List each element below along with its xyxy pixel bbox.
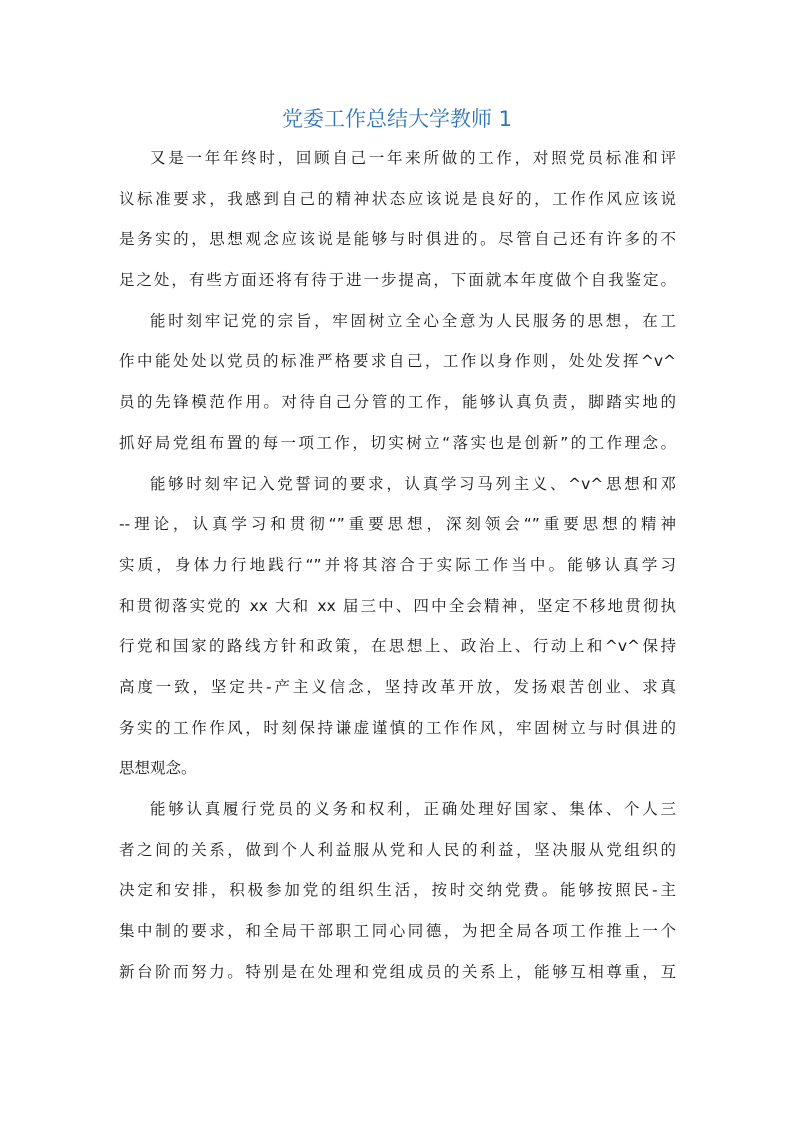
text-line: 能时刻牢记党的宗旨，牢固树立全心全意为人民服务的思想，在工 bbox=[150, 311, 676, 330]
text-line: 者之间的关系，做到个人利益服从党和人民的利益，坚决服从党组织的 bbox=[119, 840, 676, 859]
paragraph bbox=[119, 789, 676, 992]
text-line: 是务实的，思想观念应该说是能够与时俱进的。尽管自己还有许多的不 bbox=[119, 230, 676, 249]
text-line: 议标准要求，我感到自己的精神状态应该说是良好的，工作作风应该说 bbox=[119, 189, 676, 208]
text-line: 员的先锋模范作用。对待自己分管的工作，能够认真负责，脚踏实地的 bbox=[119, 393, 676, 412]
paragraph bbox=[119, 301, 676, 464]
document-title: 党委工作总结大学教师 1 bbox=[281, 107, 513, 131]
text-line: 思想观念。 bbox=[119, 759, 197, 778]
text-line: 作中能处处以党员的标准严格要求自己，工作以身作则，处处发挥^v^ bbox=[119, 352, 676, 371]
text-line: 决定和安排，积极参加党的组织生活，按时交纳党费。能够按照民-主 bbox=[119, 881, 676, 900]
text-line: 能够认真履行党员的义务和权利，正确处理好国家、集体、个人三 bbox=[150, 800, 676, 818]
text-line: 实质，身体力行地践行“”并将其溶合于实际工作当中。能够认真学习 bbox=[119, 555, 676, 574]
text-line: 高度一致，坚定共-产主义信念，坚持改革开放，发扬艰苦创业、求真 bbox=[119, 677, 676, 696]
text-line: 能够时刻牢记入党誓词的要求，认真学习马列主义、^v^思想和邓 bbox=[150, 474, 676, 493]
text-line: 抓好局党组布置的每一项工作，切实树立“落实也是创新”的工作理念。 bbox=[119, 433, 676, 452]
text-line: 集中制的要求，和全局干部职工同心同德，为把全局各项工作推上一个 bbox=[119, 922, 676, 941]
text-line: 又是一年年终时，回顾自己一年来所做的工作，对照党员标准和评 bbox=[150, 149, 676, 167]
text-line: 行党和国家的路线方针和政策，在思想上、政治上、行动上和^v^保持 bbox=[119, 637, 676, 656]
text-line: --理论，认真学习和贯彻“”重要思想，深刻领会“”重要思想的精神 bbox=[119, 515, 676, 534]
paragraph bbox=[119, 464, 676, 790]
text-line: 和贯彻落实党的 xx 大和 xx 届三中、四中全会精神，坚定不移地贯彻执 bbox=[119, 596, 676, 615]
text-line: 新台阶而努力。特别是在处理和党组成员的关系上，能够互相尊重，互 bbox=[119, 962, 676, 981]
paragraph bbox=[119, 138, 676, 301]
text-line: 务实的工作作风，时刻保持谦虚谨慎的工作作风，牢固树立与时俱进的 bbox=[119, 718, 676, 737]
document-body bbox=[119, 138, 676, 992]
text-line: 足之处，有些方面还将有待于进一步提高，下面就本年度做个自我鉴定。 bbox=[119, 271, 676, 290]
